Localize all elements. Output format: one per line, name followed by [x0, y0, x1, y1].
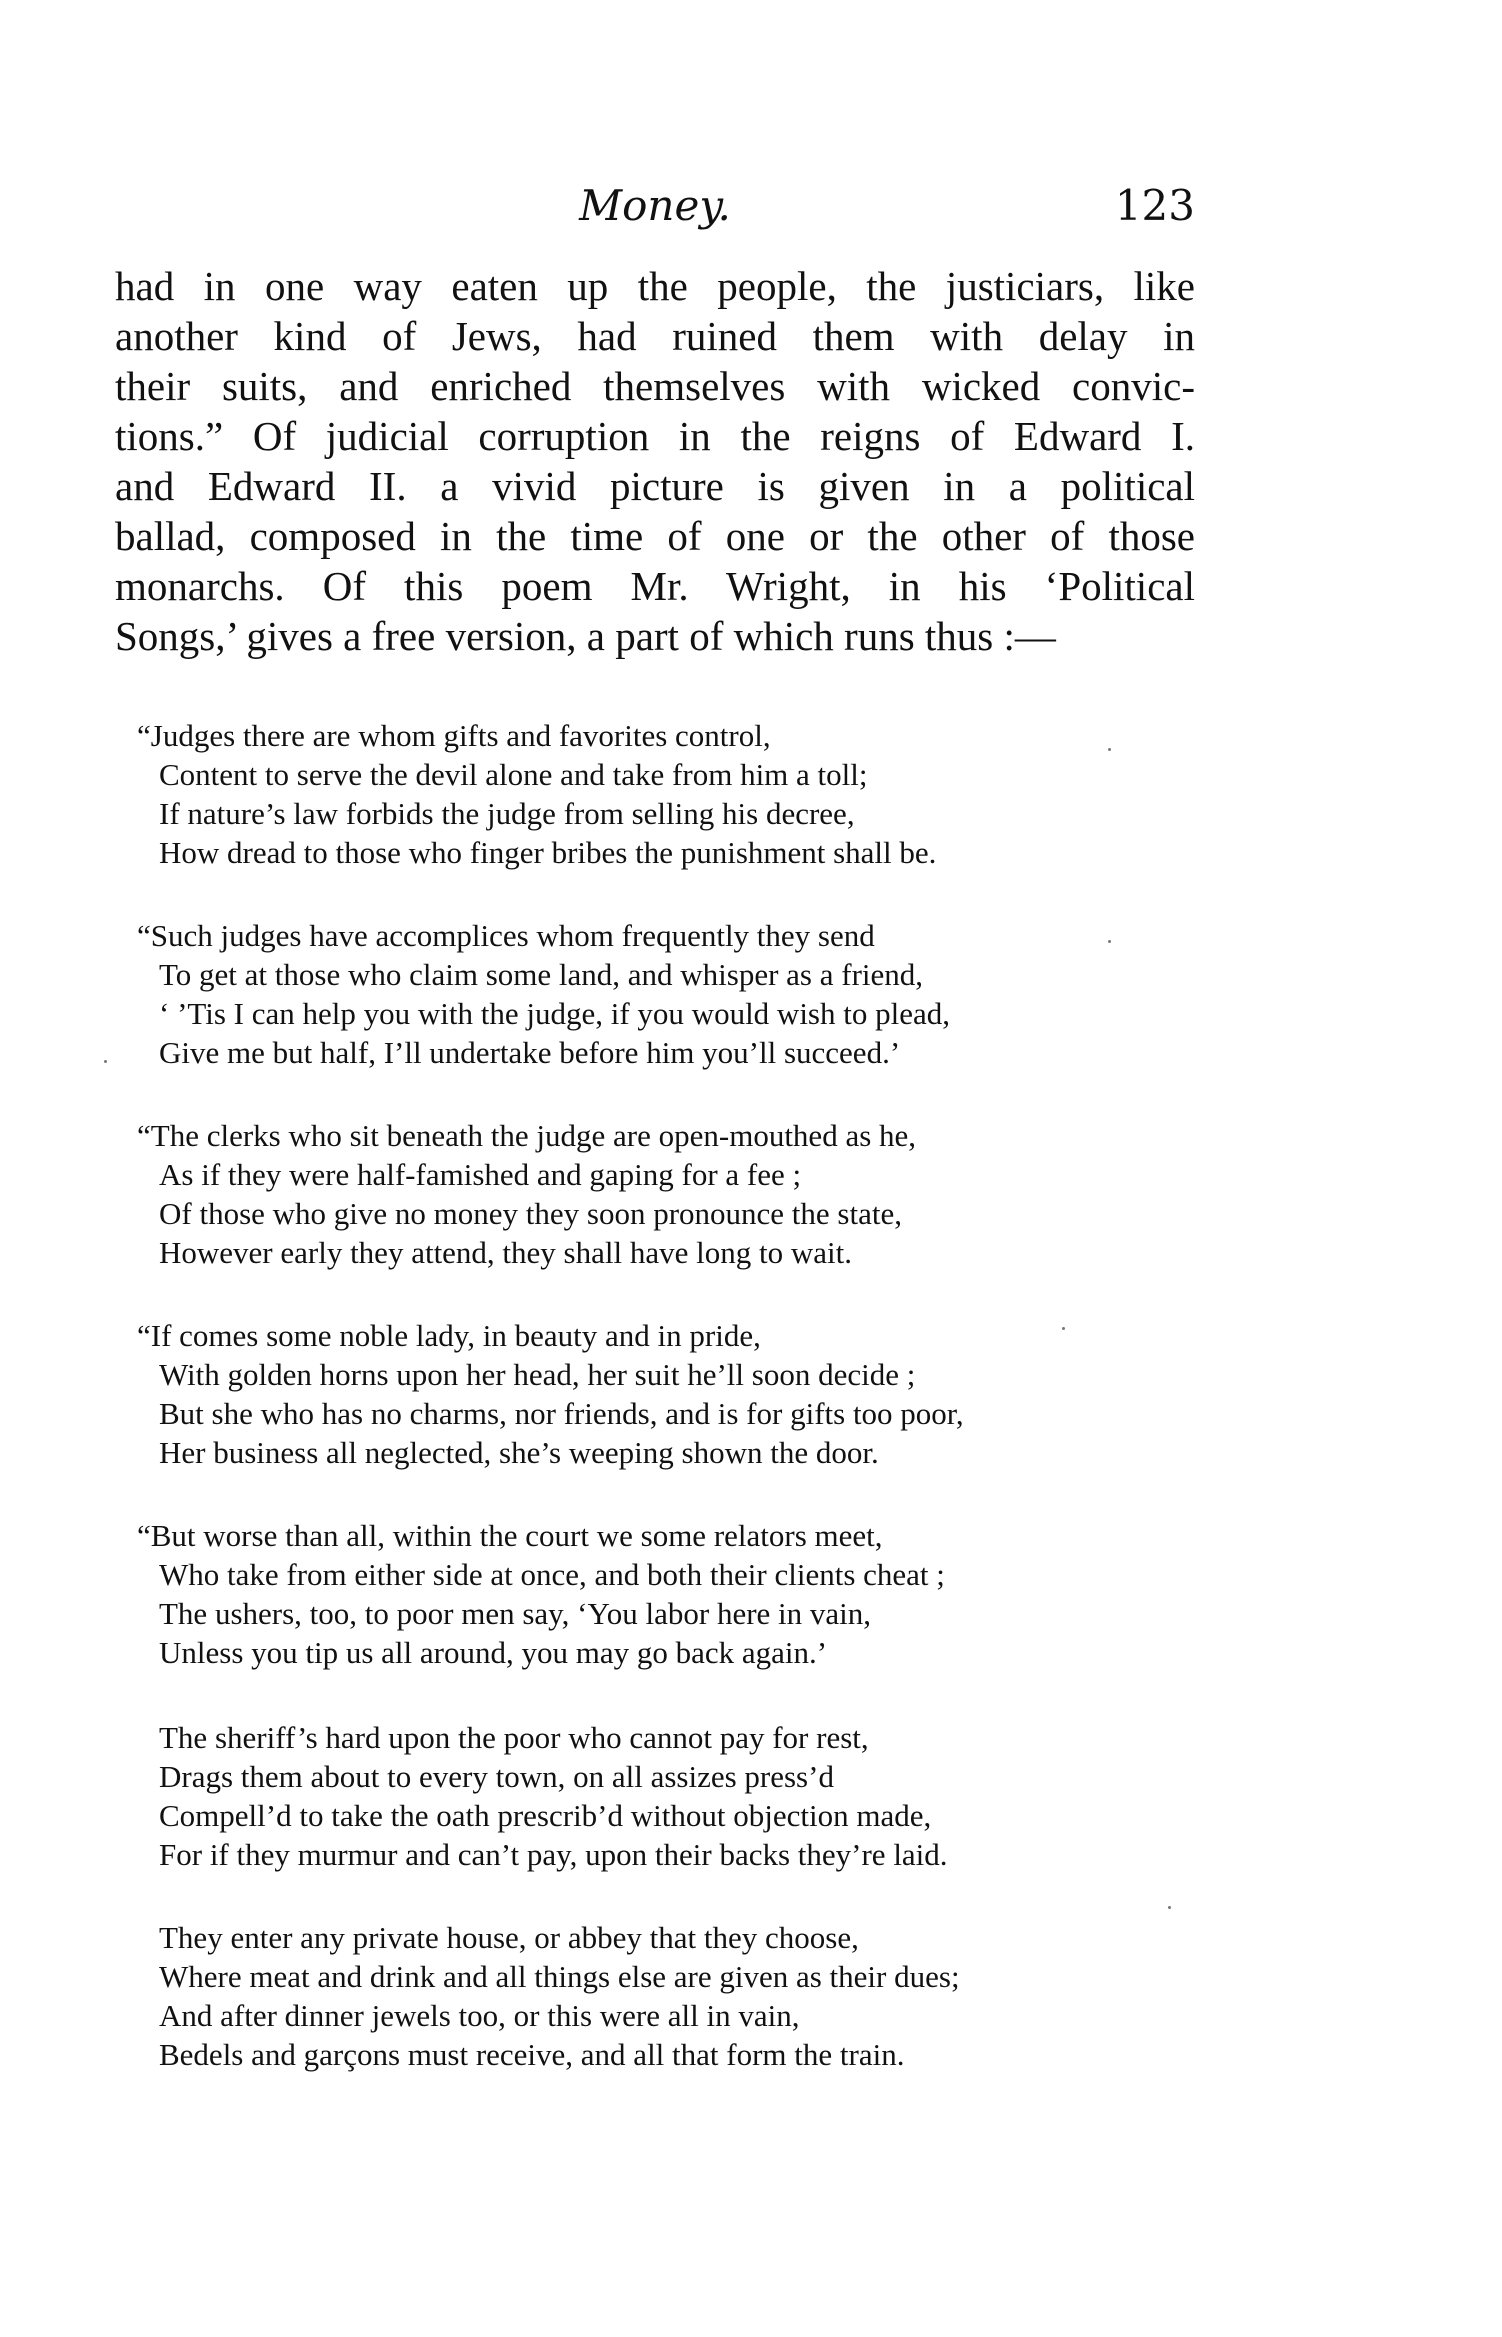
prose-line: ballad, composed in the time of one or the other of those: [115, 513, 1195, 559]
verse-line: Drags them about to every town, on all assizes press’d: [159, 1759, 834, 1794]
prose-line: another kind of Jews, had ruined them with delay in: [115, 313, 1195, 359]
verse-line: “The clerks who sit beneath the judge are open-mouthed as he,: [137, 1118, 917, 1153]
verse-line: But she who has no charms, nor friends, and is for gifts too poor,: [159, 1396, 964, 1431]
verse-line: Give me but half, I’ll undertake before him you’ll succeed.’: [159, 1035, 901, 1070]
verse-line: Compell’d to take the oath prescrib’d without objection made,: [159, 1798, 932, 1833]
prose-line: and Edward II. a vivid picture is given in a political: [115, 463, 1195, 509]
prose-line: monarchs. Of this poem Mr. Wright, in his ‘Political: [115, 563, 1195, 609]
print-speck: [1108, 940, 1111, 943]
verse-line: For if they murmur and can’t pay, upon their backs they’re laid.: [159, 1837, 948, 1872]
prose-line: Songs,’ gives a free version, a part of which runs thus :—: [115, 613, 1056, 659]
verse-line: And after dinner jewels too, or this were all in vain,: [159, 1998, 800, 2033]
print-speck: [1168, 1906, 1171, 1909]
stanza-6: [137, 1718, 1197, 1874]
verse-line: Bedels and garçons must receive, and all that form the train.: [159, 2037, 905, 2072]
running-title: Money.: [579, 181, 731, 230]
verse-line: Content to serve the devil alone and take from him a toll;: [159, 757, 868, 792]
verse-line: “Such judges have accomplices whom frequently they send: [137, 918, 875, 953]
prose-line: their suits, and enriched themselves with wicked convic-: [115, 363, 1195, 409]
verse-line: As if they were half-famished and gaping for a fee ;: [159, 1157, 802, 1192]
verse-line: How dread to those who finger bribes the punishment shall be.: [159, 835, 937, 870]
verse-line: However early they attend, they shall have long to wait.: [159, 1235, 852, 1270]
stanza-1: [137, 716, 1197, 872]
print-speck: [104, 1060, 107, 1063]
verse-line: ‘ ’Tis I can help you with the judge, if you would wish to plead,: [159, 996, 950, 1031]
verse-line: To get at those who claim some land, and whisper as a friend,: [159, 957, 924, 992]
print-speck: [1108, 748, 1111, 751]
verse-line: With golden horns upon her head, her suit he’ll soon decide ;: [159, 1357, 916, 1392]
stanza-3: [137, 1116, 1197, 1272]
verse-line: Who take from either side at once, and both their clients cheat ;: [159, 1557, 945, 1592]
print-speck: [1062, 1327, 1065, 1330]
stanza-5: [137, 1516, 1197, 1672]
page-number: 123: [1114, 181, 1195, 230]
stanza-4: [137, 1316, 1197, 1472]
verse-line: Where meat and drink and all things else are given as their dues;: [159, 1959, 960, 1994]
page-header: [115, 176, 1195, 236]
prose-line: tions.” Of judicial corruption in the reigns of Edward I.: [115, 413, 1195, 459]
verse-line: They enter any private house, or abbey that they choose,: [159, 1920, 859, 1955]
verse-line: Her business all neglected, she’s weeping shown the door.: [159, 1435, 879, 1470]
prose-line: had in one way eaten up the people, the justiciars, like: [115, 263, 1195, 309]
stanza-7: [137, 1918, 1197, 2074]
verse-line: The ushers, too, to poor men say, ‘You labor here in vain,: [159, 1596, 872, 1631]
verse-line: “Judges there are whom gifts and favorites control,: [137, 718, 771, 753]
verse-line: Unless you tip us all around, you may go back again.’: [159, 1635, 828, 1670]
stanza-2: [137, 916, 1197, 1072]
verse-line: “If comes some noble lady, in beauty and in pride,: [137, 1318, 761, 1353]
verse-line: Of those who give no money they soon pronounce the state,: [159, 1196, 902, 1231]
prose-paragraph: [115, 261, 1195, 661]
verse-line: The sheriff’s hard upon the poor who cannot pay for rest,: [159, 1720, 869, 1755]
verse-line: If nature’s law forbids the judge from selling his decree,: [159, 796, 855, 831]
verse-line: “But worse than all, within the court we some relators meet,: [137, 1518, 883, 1553]
